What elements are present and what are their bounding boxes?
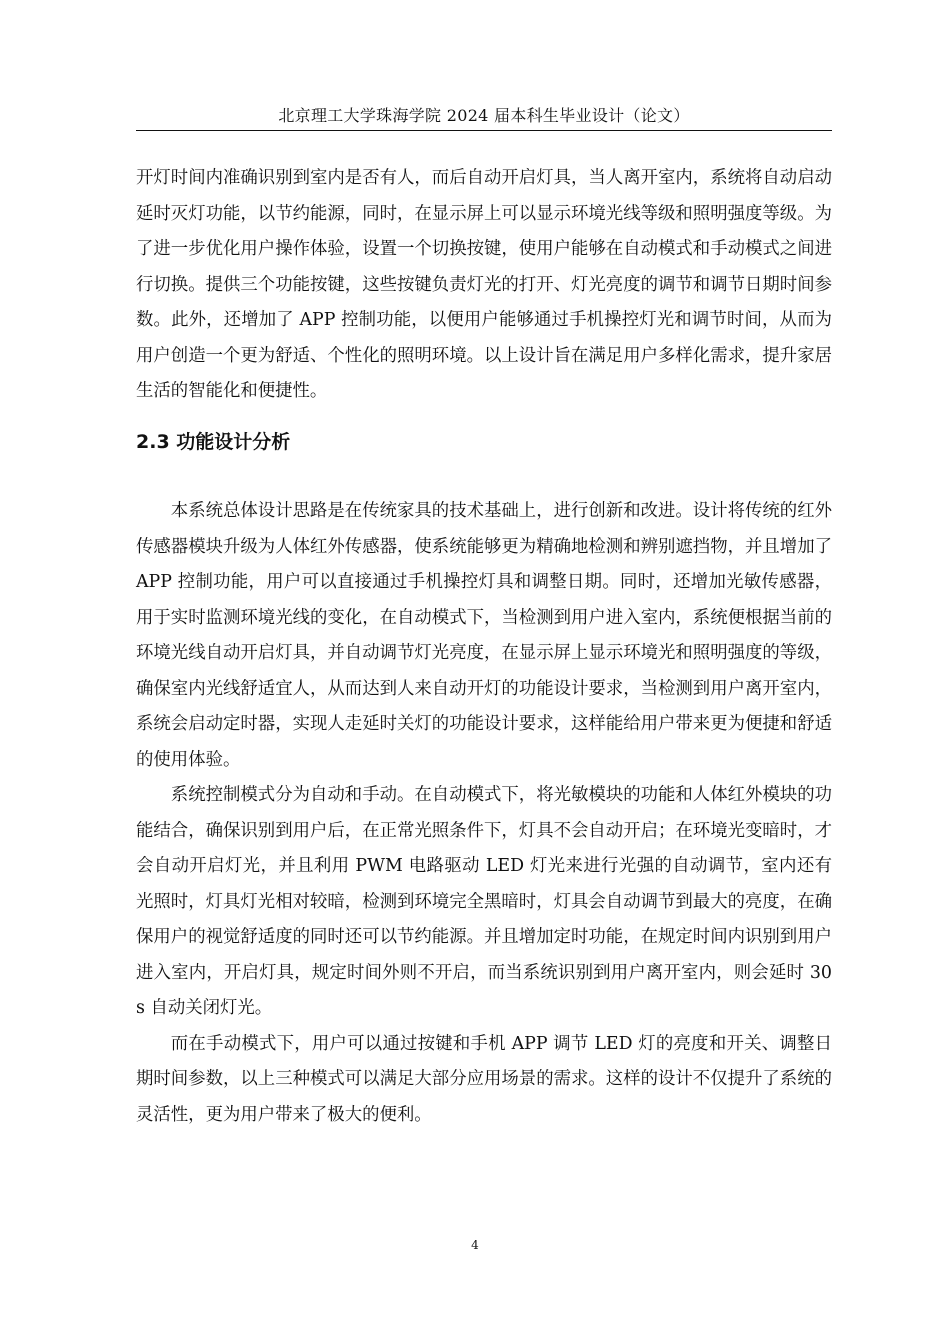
section-body <box>136 494 832 1133</box>
body-paragraph-3: 而在手动模式下，用户可以通过按键和手机 APP 调节 LED 灯的亮度和开关、调整日期时间参数，以上三种模式可以满足大部分应用场景的需求。这样的设计不仅提升了系统的灵活性，更为用户带来了极大的便利。 <box>136 1033 832 1125</box>
page-number: 4 <box>471 1238 479 1252</box>
body-paragraph-2: 系统控制模式分为自动和手动。在自动模式下，将光敏模块的功能和人体红外模块的功能结合，确保识别到用户后，在正常光照条件下，灯具不会自动开启；在环境光变暗时，才会自动开启灯光，并且利用 PWM 电路驱动 LED 灯光来进行光强的自动调节，室内还有光照时，灯具灯光相对较暗，检测到环境完全黑暗时，灯具会自动调节到最大的亮度，在确保用户的视觉舒适度的同时还可以节约能源。并且增加定时功能，在规定时间内识别到用户进入室内，开启灯具，规定时间外则不开启，而当系统识别到用户离开室内，则会延时 30s 自动关闭灯光。 <box>136 785 832 1018</box>
body-paragraph-1: 本系统总体设计思路是在传统家具的技术基础上，进行创新和改进。设计将传统的红外传感器模块升级为人体红外传感器，使系统能够更为精确地检测和辨别遮挡物，并且增加了 APP 控制功能，用户可以直接通过手机操控灯具和调整日期。同时，还增加光敏传感器，用于实时监测环境光线的变化，在自动模式下，当检测到用户进入室内，系统便根据当前的环境光线自动开启灯具，并自动调节灯光亮度，在显示屏上显示环境光和照明强度的等级，确保室内光线舒适宜人，从而达到人来自动开灯的功能设计要求，当检测到用户离开室内，系统会启动定时器，实现人走延时关灯的功能设计要求，这样能给用户带来更为便捷和舒适的使用体验。 <box>136 501 832 770</box>
continuation-paragraph: 开灯时间内准确识别到室内是否有人，而后自动开启灯具，当人离开室内，系统将自动启动延时灭灯功能，以节约能源，同时，在显示屏上可以显示环境光线等级和照明强度等级。为了进一步优化用户操作体验，设置一个切换按键，使用户能够在自动模式和手动模式之间进行切换。提供三个功能按键，这些按键负责灯光的打开、灯光亮度的调节和调节日期时间参数。此外，还增加了 APP 控制功能，以便用户能够通过手机操控灯光和调节时间，从而为用户创造一个更为舒适、个性化的照明环境。以上设计旨在满足用户多样化需求，提升家居生活的智能化和便捷性。 <box>136 168 832 401</box>
header-divider <box>136 130 832 131</box>
page-header: 北京理工大学珠海学院 2024 届本科生毕业设计（论文） <box>278 106 690 125</box>
continuation-text-block <box>136 161 832 410</box>
section-heading: 2.3 功能设计分析 <box>136 431 291 453</box>
